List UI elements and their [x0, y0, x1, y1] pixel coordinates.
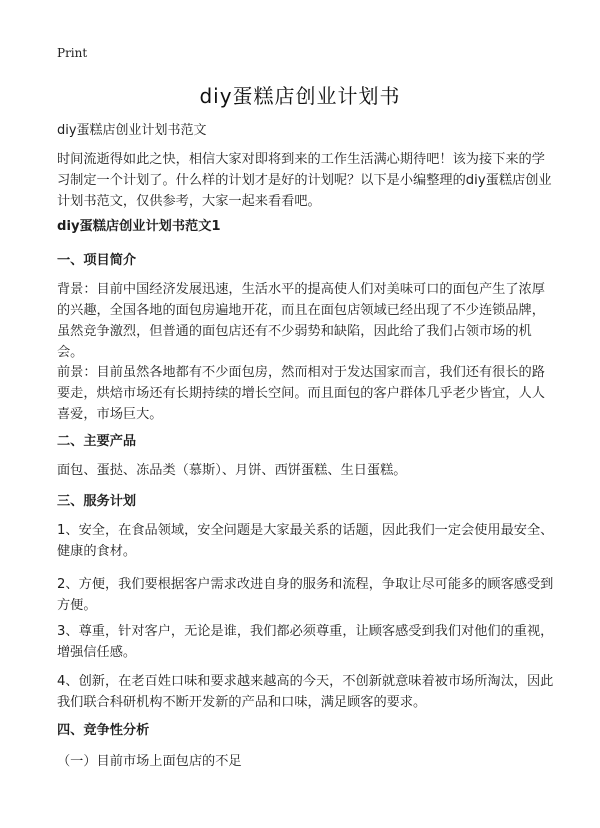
heading-competitive-analysis: 四、竞争性分析: [57, 723, 150, 738]
print-label: Print: [57, 46, 88, 60]
heading-service-plan: 三、服务计划: [57, 494, 137, 509]
service-item-innovation: 4、创新，在老百姓口味和要求越来越高的今天，不创新就意味着被市场所淘汰，因此我们联合科研机构不断开发新的产品和口味，满足顾客的要求。: [57, 674, 554, 710]
heading-main-products: 二、主要产品: [57, 434, 137, 449]
service-item-safety: 1、安全，在食品领域，安全问题是大家最关系的话题，因此我们一定会使用最安全、健康的食材。: [57, 523, 554, 559]
service-item-convenience: 2、方便，我们要根据客户需求改进自身的服务和流程，争取让尽可能多的顾客感受到方便。: [57, 577, 554, 613]
service-item-respect: 3、尊重，针对客户，无论是谁，我们都必须尊重，让顾客感受到我们对他们的重视，增强信任感。: [57, 624, 554, 660]
section-title: diy蛋糕店创业计划书范文1: [57, 219, 221, 234]
prospect-paragraph: 前景：目前虽然各地都有不少面包房，然而相对于发达国家而言，我们还有很长的路要走，烘焙市场还有长期持续的增长空间。而且面包的客户群体几乎老少皆宜，人人喜爱，市场巨大。: [57, 365, 545, 422]
document-subtitle: diy蛋糕店创业计划书范文: [57, 123, 207, 138]
background-paragraph: 背景：目前中国经济发展迅速，生活水平的提高使人们对美味可口的面包产生了浓厚的兴趣，全国各地的面包房遍地开花，而且在面包店领域已经出现了不少连锁品牌，虽然竞争激烈，但普通的面包店还有不少弱势和缺陷，因此给了我们占领市场的机会。: [57, 282, 545, 360]
subheading-market-shortcomings: （一）目前市场上面包店的不足: [57, 754, 242, 769]
products-paragraph: 面包、蛋挞、冻品类（慕斯）、月饼、西饼蛋糕、生日蛋糕。: [57, 463, 407, 478]
document-title: diy蛋糕店创业计划书: [199, 84, 401, 108]
heading-project-intro: 一、项目简介: [57, 253, 137, 268]
intro-paragraph: 时间流逝得如此之快，相信大家对即将到来的工作生活满心期待吧！该为接下来的学习制定一个计划了。什么样的计划才是好的计划呢？以下是小编整理的diy蛋糕店创业计划书范文，仅供参考，大家一起来看看吧。: [57, 152, 552, 209]
